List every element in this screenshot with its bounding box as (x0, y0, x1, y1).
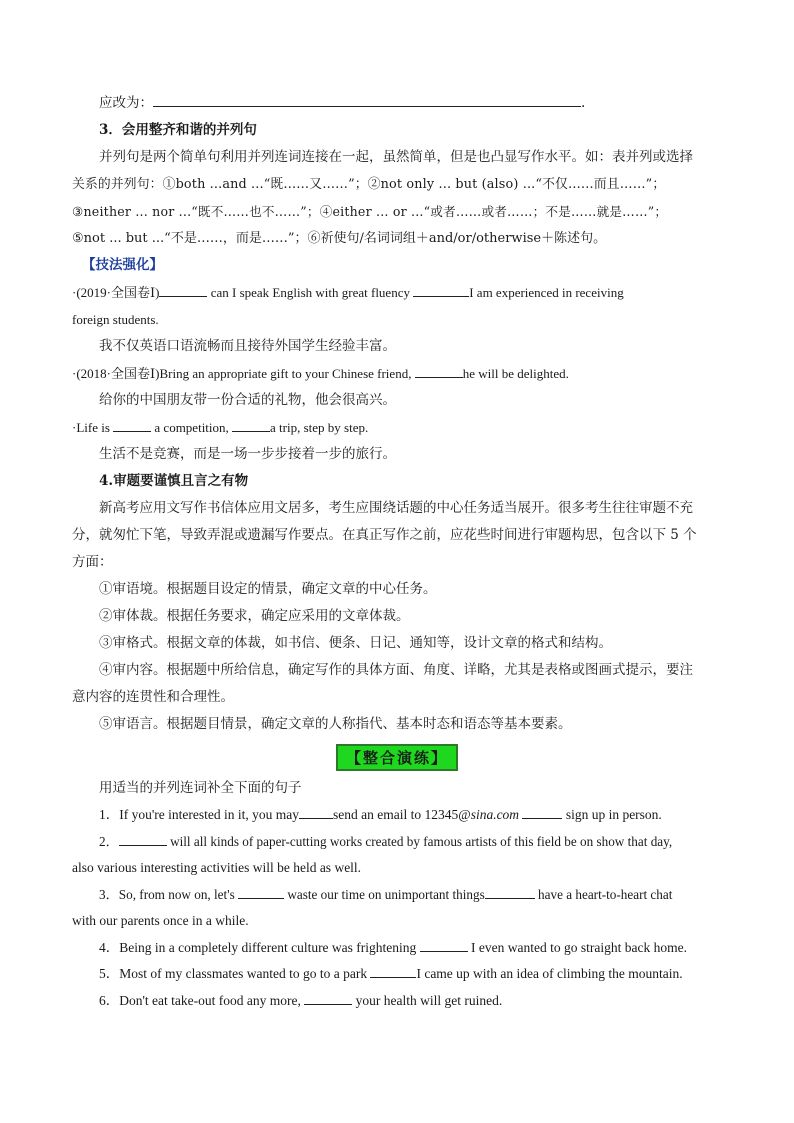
section4-para-line: 分，就匆忙下笔，导致弄混或遗漏写作要点。在真正写作之前，应花些时间进行审题构思，包含以下 5 个 (72, 527, 697, 543)
answer-suffix: . (581, 95, 586, 111)
fill-blank[interactable] (413, 282, 469, 297)
section3-para-line: ③neither ... nor ...“既不……也不……”；④either ... or ...“或者……或者……；不是……就是……”； (72, 204, 668, 219)
answer-prefix: 应改为： (99, 95, 153, 111)
technique-example-2-translation: 给你的中国朋友带一份合适的礼物，他会很高兴。 (99, 392, 396, 408)
section3-para-line: ⑤not ... but ...“不是……，而是……”；⑥祈使句/名词词组＋and/or/otherwise＋陈述句。 (72, 231, 607, 246)
technique-example-3-translation: 生活不是竞赛，而是一场一步步接着一步的旅行。 (99, 446, 396, 462)
practice-question-1: 1．If you're interested in it, you may send an email to 12345@sina.com sign up in person. (72, 802, 722, 829)
section4-para-line: 新高考应用文写作书信体应用文居多，考生应围绕话题的中心任务适当展开。很多考生往往审题不充 (99, 500, 693, 516)
section4-item: ①审语境。根据题目设定的情景，确定文章的中心任务。 (99, 581, 437, 597)
fill-blank[interactable] (119, 831, 167, 846)
fill-blank[interactable] (522, 804, 562, 819)
section4-item: ②审体裁。根据任务要求，确定应采用的文章体裁。 (99, 608, 410, 624)
practice-question-3-cont: with our parents once in a while. (72, 913, 249, 928)
practice-question-5: 5．Most of my classmates wanted to go to a park I came up with an idea of climbing the mountain. (72, 961, 722, 988)
fill-blank[interactable] (370, 963, 416, 978)
section4-item: ④审内容。根据题中所给信息，确定写作的具体方面、角度、详略，尤其是表格或图画式提示，要注 (99, 662, 693, 678)
technique-example-1-cont: foreign students. (72, 312, 159, 327)
fill-blank[interactable] (238, 884, 284, 899)
section3-heading: 3．会用整齐和谐的并列句 (99, 122, 257, 138)
fill-blank[interactable] (485, 884, 535, 899)
practice-question-4: 4．Being in a completely different culture was frightening I even wanted to go straight back home. (72, 935, 722, 962)
fill-blank[interactable] (304, 990, 352, 1005)
section4-heading: 4.审题要谨慎且言之有物 (99, 473, 249, 489)
fill-blank[interactable] (420, 937, 468, 952)
answer-line (72, 90, 722, 117)
practice-instruction: 用适当的并列连词补全下面的句子 (99, 780, 302, 796)
practice-question-3: 3．So, from now on, let's waste our time on unimportant things have a heart-to-heart chat (72, 882, 722, 909)
document-page (72, 90, 722, 1014)
fill-blank[interactable] (299, 804, 333, 819)
practice-question-2-cont: also various interesting activities will be held as well. (72, 860, 362, 875)
technique-example-3: ·Life is a competition, a trip, step by step. (72, 414, 722, 441)
practice-title-wrap (72, 744, 722, 771)
fill-blank[interactable] (232, 417, 270, 432)
answer-blank[interactable] (153, 92, 581, 107)
technique-example-2: ·(2018·全国卷Ⅰ)Bring an appropriate gift to your Chinese friend, he will be delighted. (72, 360, 722, 387)
practice-question-2: 2． will all kinds of paper-cutting works created by famous artists of this field be on show that day, (72, 829, 722, 856)
technique-example-1-translation: 我不仅英语口语流畅而且接待外国学生经验丰富。 (99, 338, 396, 354)
section4-para-line: 方面： (72, 554, 113, 570)
fill-blank[interactable] (159, 282, 207, 297)
section4-item: ⑤审语言。根据题目情景，确定文章的人称指代、基本时态和语态等基本要素。 (99, 716, 572, 732)
section3-para-line: 并列句是两个简单句利用并列连词连接在一起，虽然简单，但是也凸显写作水平。如：表并列或选择 (99, 149, 693, 165)
fill-blank[interactable] (113, 417, 151, 432)
section4-item: ③审格式。根据文章的体裁，如书信、便条、日记、通知等，设计文章的格式和结构。 (99, 635, 612, 651)
technique-example-1: ·(2019·全国卷Ⅰ) can I speak English with great fluency I am experienced in receiving (72, 279, 722, 306)
practice-question-6: 6．Don't eat take-out food any more, your health will get ruined. (72, 988, 722, 1015)
fill-blank[interactable] (415, 363, 463, 378)
practice-title: 【整合演练】 (336, 744, 458, 771)
section4-item-cont: 意内容的连贯性和合理性。 (72, 689, 234, 705)
section3-para-line: 关系的并列句：①both ...and ...“既……又……”；②not only ... but (also) ...“不仅……而且……”； (72, 177, 666, 192)
technique-label: 【技法强化】 (82, 257, 163, 273)
